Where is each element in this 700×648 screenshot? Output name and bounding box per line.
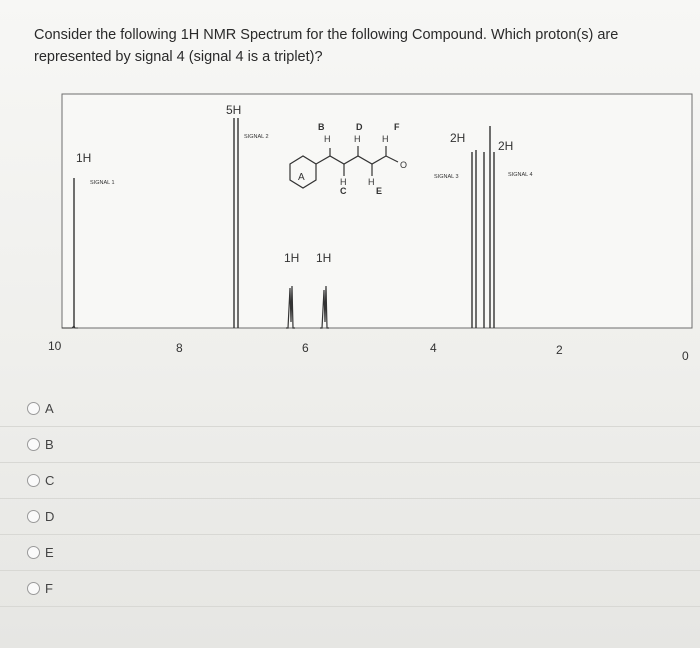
label-f: F xyxy=(394,122,400,132)
option-f[interactable] xyxy=(0,572,700,607)
label-e: E xyxy=(376,186,383,196)
label-c: C xyxy=(340,186,347,196)
radio-f[interactable] xyxy=(27,582,40,595)
tick-2: 2 xyxy=(556,343,563,357)
nmr-spectrum-svg xyxy=(48,90,700,370)
nmr-spectrum-figure xyxy=(48,90,700,370)
radio-b[interactable] xyxy=(27,438,40,451)
option-c-label: C xyxy=(45,473,55,488)
tick-10: 10 xyxy=(48,339,62,353)
option-a-label: A xyxy=(45,401,54,416)
signal-4-integral: 2H xyxy=(498,139,514,153)
radio-a[interactable] xyxy=(27,402,40,415)
option-a[interactable] xyxy=(0,392,700,427)
option-f-label: F xyxy=(45,581,53,596)
o-atom: O xyxy=(400,160,408,170)
ring-label: A xyxy=(298,172,305,183)
option-d-label: D xyxy=(45,509,55,524)
signal-3-label: SIGNAL 3 xyxy=(434,174,459,180)
tick-0: 0 xyxy=(682,349,689,363)
option-c[interactable] xyxy=(0,464,700,499)
h-e: H xyxy=(368,177,375,187)
signal-2-label: SIGNAL 2 xyxy=(244,134,269,140)
signal-3-integral: 2H xyxy=(450,131,466,145)
tick-8: 8 xyxy=(176,341,183,355)
signal-1-integral: 1H xyxy=(76,151,92,165)
h-f: H xyxy=(382,134,389,144)
option-b-label: B xyxy=(45,437,54,452)
center-integral-left: 1H xyxy=(284,251,300,265)
question-text: Consider the following 1H NMR Spectrum for the following Compound. Which proton(s) are represented by signal 4 (signal 4 is a triplet)? xyxy=(34,27,619,65)
signal-4-label: SIGNAL 4 xyxy=(508,172,533,178)
signal-1-label: SIGNAL 1 xyxy=(90,180,115,186)
tick-6: 6 xyxy=(302,341,309,355)
tick-4: 4 xyxy=(430,341,437,355)
h-b: H xyxy=(324,134,331,144)
signal-2-integral: 5H xyxy=(226,103,242,117)
option-e[interactable] xyxy=(0,536,700,571)
h-c: H xyxy=(340,177,347,187)
radio-e[interactable] xyxy=(27,546,40,559)
radio-c[interactable] xyxy=(27,474,40,487)
label-d: D xyxy=(356,122,363,132)
spectrum-frame xyxy=(62,94,692,328)
option-d[interactable] xyxy=(0,500,700,535)
h-d: H xyxy=(354,134,361,144)
radio-d[interactable] xyxy=(27,510,40,523)
center-integral-right: 1H xyxy=(316,251,332,265)
option-b[interactable] xyxy=(0,428,700,463)
label-b: B xyxy=(318,122,325,132)
option-e-label: E xyxy=(45,545,54,560)
